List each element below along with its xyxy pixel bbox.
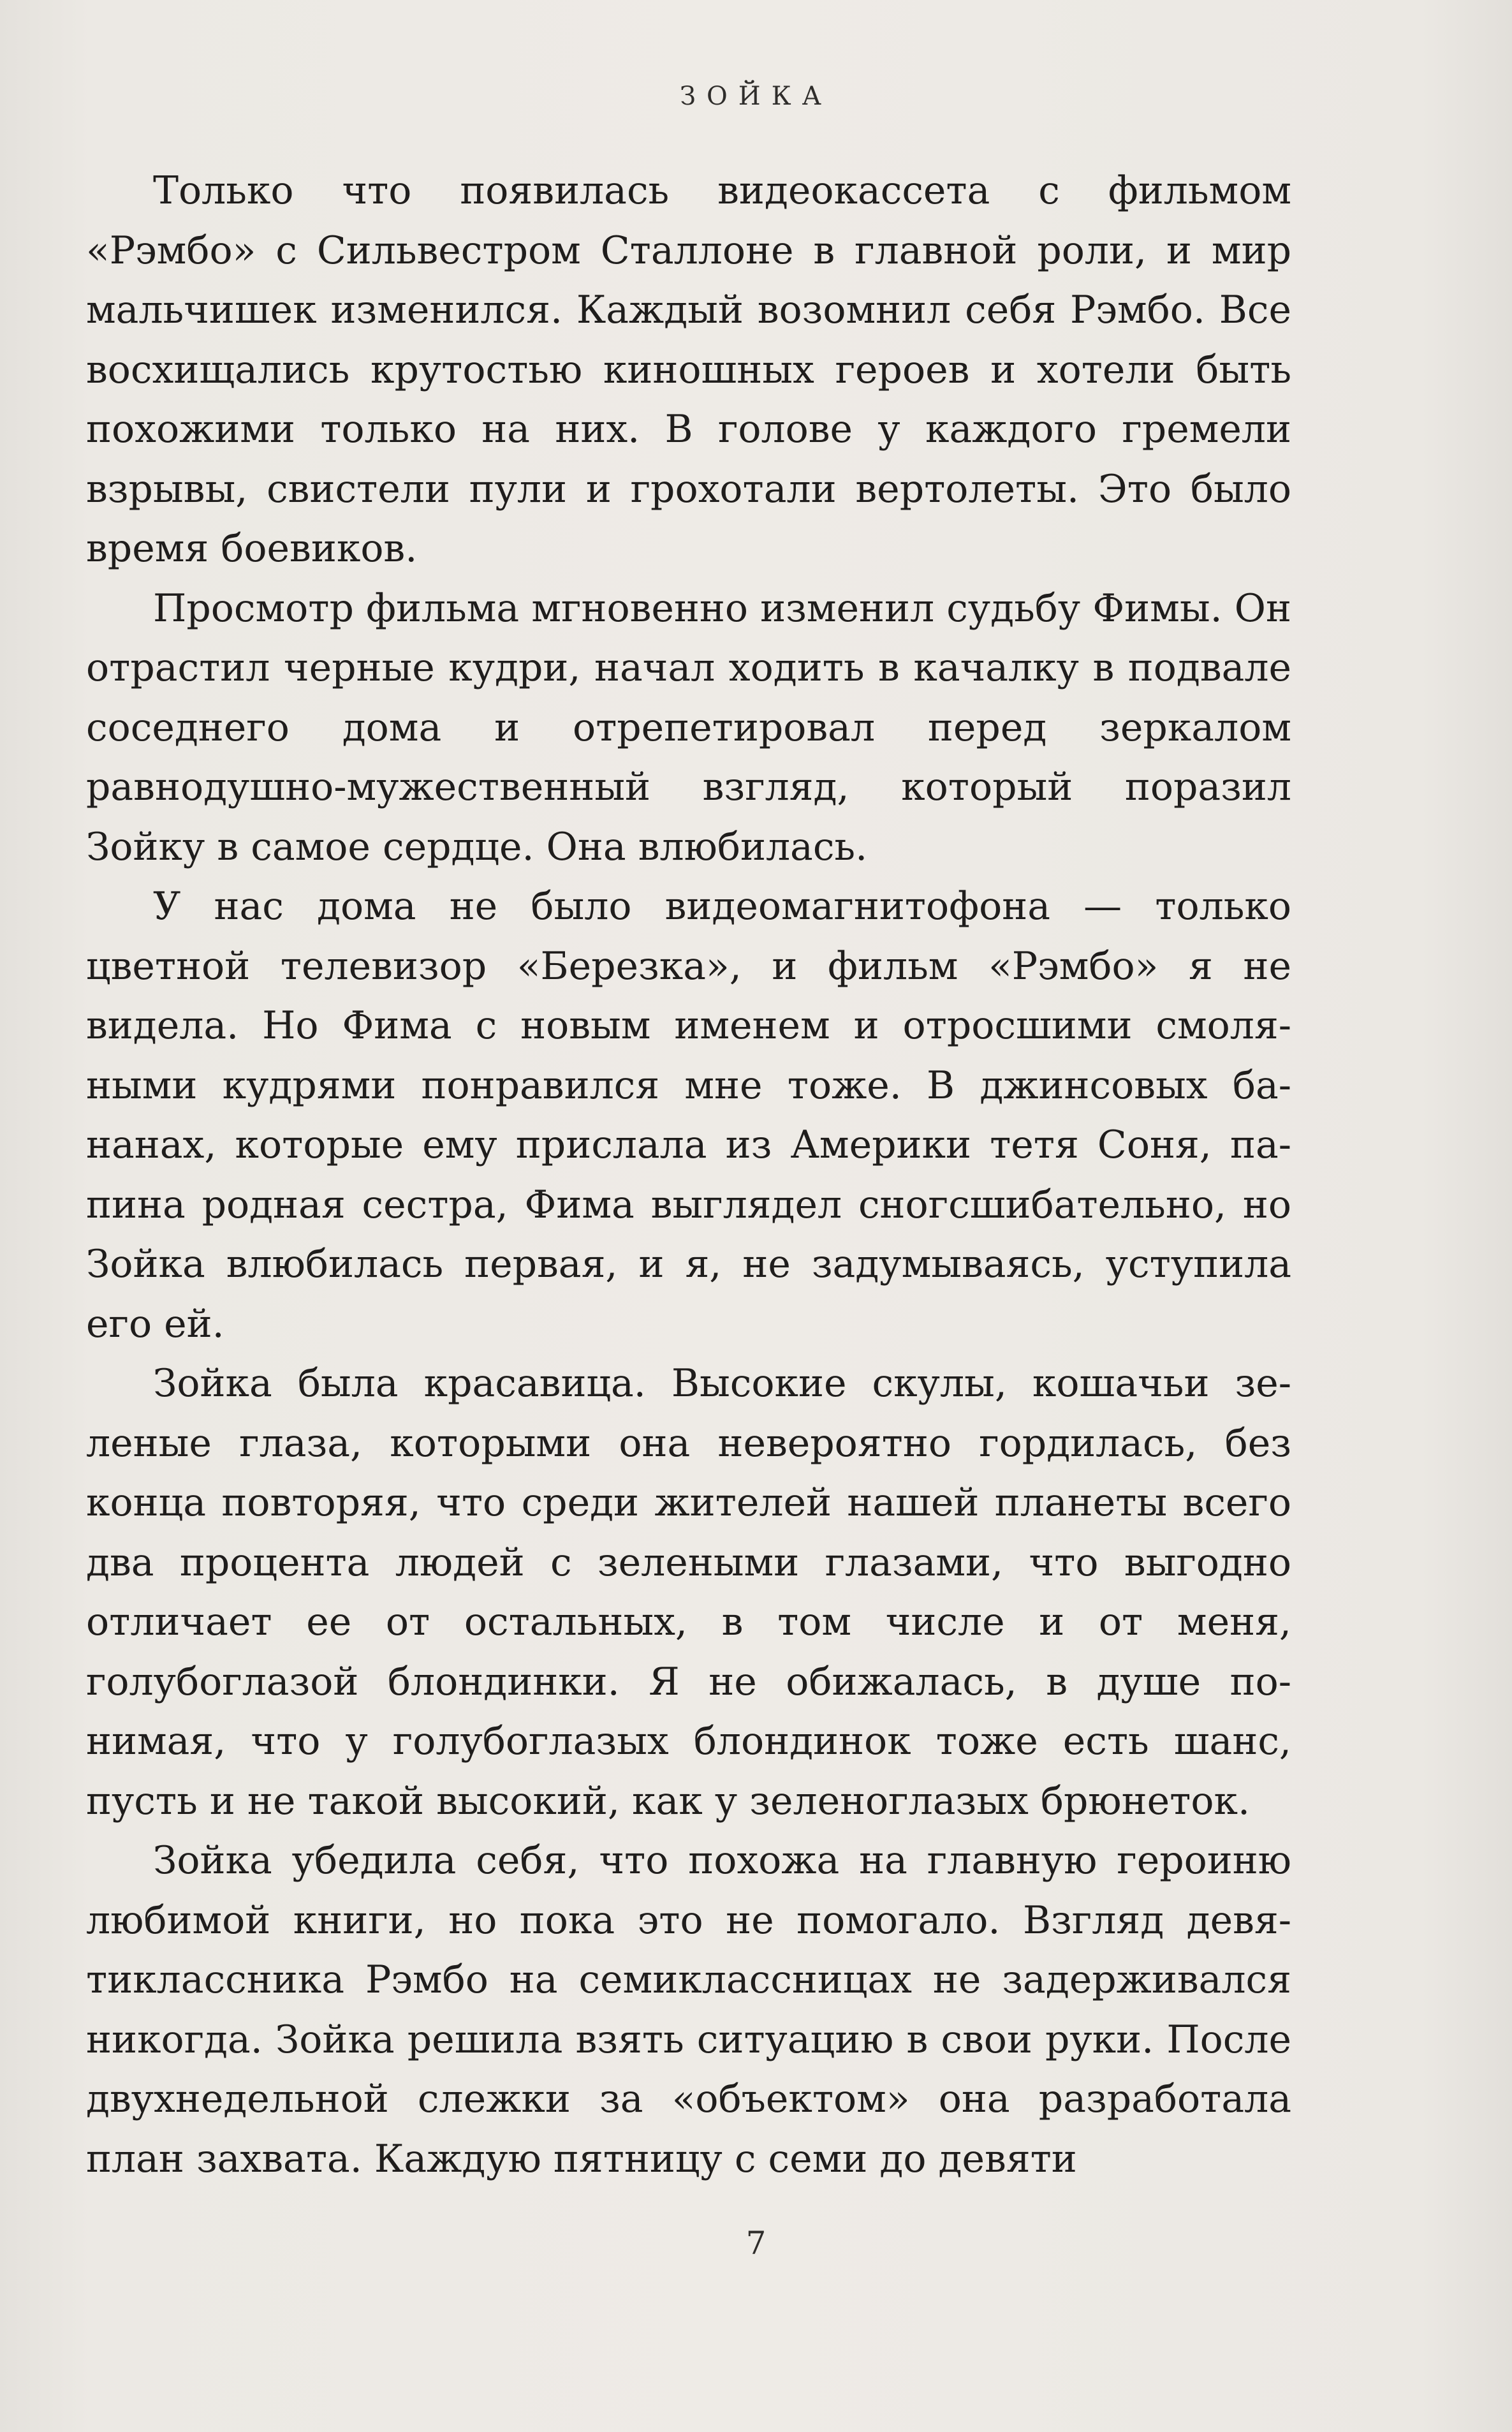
paragraph-3: У нас дома не было видеомагнитофона — только цветной телевизор «Березка», и фильм «Рэмбо» я не видела. Но Фима с новым именем и отросшими смоляными кудрями понравился мне тоже. В джинсовых бананах, которые ему прислала из Америки тетя Соня, папина родная сестра, Фима выглядел сногсшибательно, но Зойка влюбилась первая, и я, не задумываясь, уступила его ей.	[86, 884, 1291, 1346]
body-text	[86, 161, 1291, 2189]
paragraph-5: Зойка убедила себя, что похожа на главную героиню любимой книги, но пока это не помогало. Взгляд девятиклассника Рэмбо на семиклассницах не задерживался никогда. Зойка решила взять ситуацию в свои руки. После двухнедельной слежки за «объектом» она разработала план захвата. Каждую пятницу с семи до девяти	[86, 1838, 1291, 2181]
paragraph-2: Просмотр фильма мгновенно изменил судьбу Фимы. Он отрастил черные кудри, начал ходить в качалку в подвале соседнего дома и отрепетировал перед зеркалом равнодушно-мужественный взгляд, который поразил Зойку в самое сердце. Она влюбилась.	[86, 586, 1291, 869]
paragraph-4: Зойка была красавица. Высокие скулы, кошачьи зеленые глаза, которыми она невероятно гордилась, без конца повторяя, что среди жителей нашей планеты всего два процента людей с зелеными глазами, что выгодно отличает ее от остальных, в том числе и от меня, голубоглазой блондинки. Я не обижалась, в душе понимая, что у голубоглазых блондинок тоже есть шанс, пусть и не такой высокий, как у зеленоглазых брюнеток.	[86, 1361, 1291, 1824]
running-head: ЗОЙКА	[680, 82, 832, 111]
page-number: 7	[745, 2225, 767, 2262]
paragraph-1: Только что появилась видеокассета с фильмом «Рэмбо» с Сильвестром Сталлоне в главной роли, и мир мальчишек изменился. Каждый возомнил себя Рэмбо. Все восхищались крутостью киношных героев и хотели быть похожими только на них. В голове у каждого гремели взрывы, свистели пули и грохотали вертолеты. Это было время боевиков.	[86, 168, 1291, 571]
